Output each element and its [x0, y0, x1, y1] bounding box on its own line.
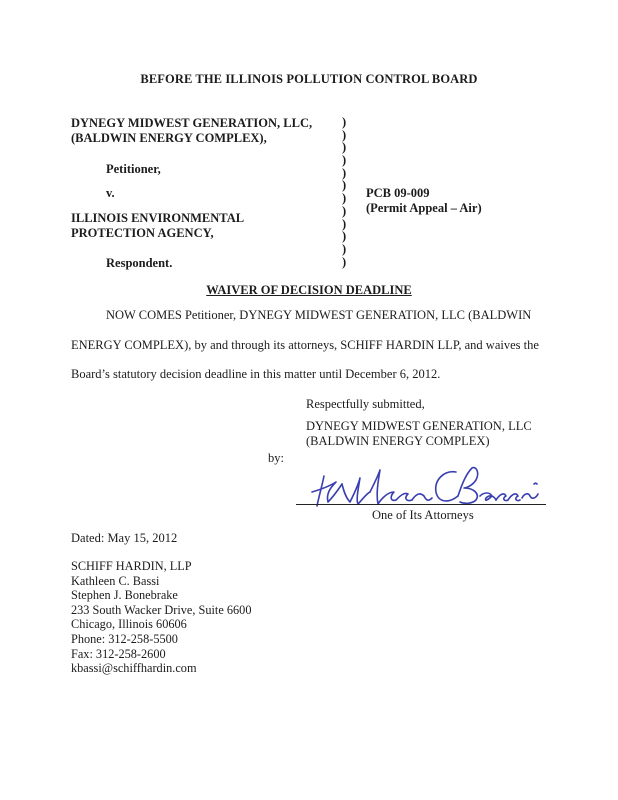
by-label: by: [268, 451, 284, 465]
case-type: (Permit Appeal – Air) [366, 201, 482, 215]
caption-paren-column [342, 116, 346, 268]
petitioner-name-line-1: DYNEGY MIDWEST GENERATION, LLC, [71, 116, 313, 130]
versus-label: v. [106, 186, 115, 200]
caption-paren: ) [342, 178, 347, 193]
signatory-party-line-2: (BALDWIN ENERGY COMPLEX) [306, 434, 490, 448]
address-line: Phone: 312-258-5500 [71, 631, 178, 646]
petitioner-role: Petitioner, [106, 162, 161, 176]
document-title: BEFORE THE ILLINOIS POLLUTION CONTROL BOARD [140, 72, 478, 86]
caption-paren: ) [342, 165, 347, 180]
email-address: kbassi@schiffhardin.com [71, 661, 197, 676]
caption-paren: ) [342, 115, 347, 129]
address-line: Kathleen C. Bassi [71, 573, 160, 588]
address-line: Fax: 312-258-2600 [71, 646, 166, 661]
attorney-address-block [71, 559, 251, 676]
petitioner-name-line-2: (BALDWIN ENERGY COMPLEX), [71, 131, 267, 145]
caption-paren: ) [342, 241, 347, 256]
address-line: 233 South Wacker Drive, Suite 6600 [71, 602, 252, 617]
caption-paren: ) [342, 254, 347, 269]
caption-paren: ) [342, 140, 347, 155]
body-line-1: NOW COMES Petitioner, DYNEGY MIDWEST GENERATION, LLC (BALDWIN [106, 308, 532, 322]
case-number: PCB 09-009 [366, 186, 430, 200]
body-line-3: Board’s statutory decision deadline in this matter until December 6, 2012. [71, 367, 441, 381]
caption-paren: ) [342, 127, 347, 142]
date-line: Dated: May 15, 2012 [71, 531, 178, 545]
respondent-name-line-1: ILLINOIS ENVIRONMENTAL [71, 211, 245, 225]
body-line-2: ENERGY COMPLEX), by and through its attorneys, SCHIFF HARDIN LLP, and waives the [71, 338, 539, 352]
caption-paren: ) [342, 203, 347, 218]
respondent-role: Respondent. [106, 256, 173, 270]
caption-paren: ) [342, 191, 347, 206]
caption-paren: ) [342, 153, 347, 168]
address-line: SCHIFF HARDIN, LLP [71, 559, 192, 573]
signature-line [296, 504, 546, 505]
address-line: Stephen J. Bonebrake [71, 588, 178, 603]
signature-line-label: One of Its Attorneys [372, 508, 474, 522]
address-line: Chicago, Illinois 60606 [71, 617, 187, 632]
closing: Respectfully submitted, [306, 397, 425, 411]
respondent-name-line-2: PROTECTION AGENCY, [71, 226, 214, 240]
caption-paren: ) [342, 229, 347, 244]
signatory-party-line-1: DYNEGY MIDWEST GENERATION, LLC [306, 419, 532, 433]
caption-paren: ) [342, 216, 347, 231]
waiver-heading: WAIVER OF DECISION DEADLINE [206, 283, 412, 297]
